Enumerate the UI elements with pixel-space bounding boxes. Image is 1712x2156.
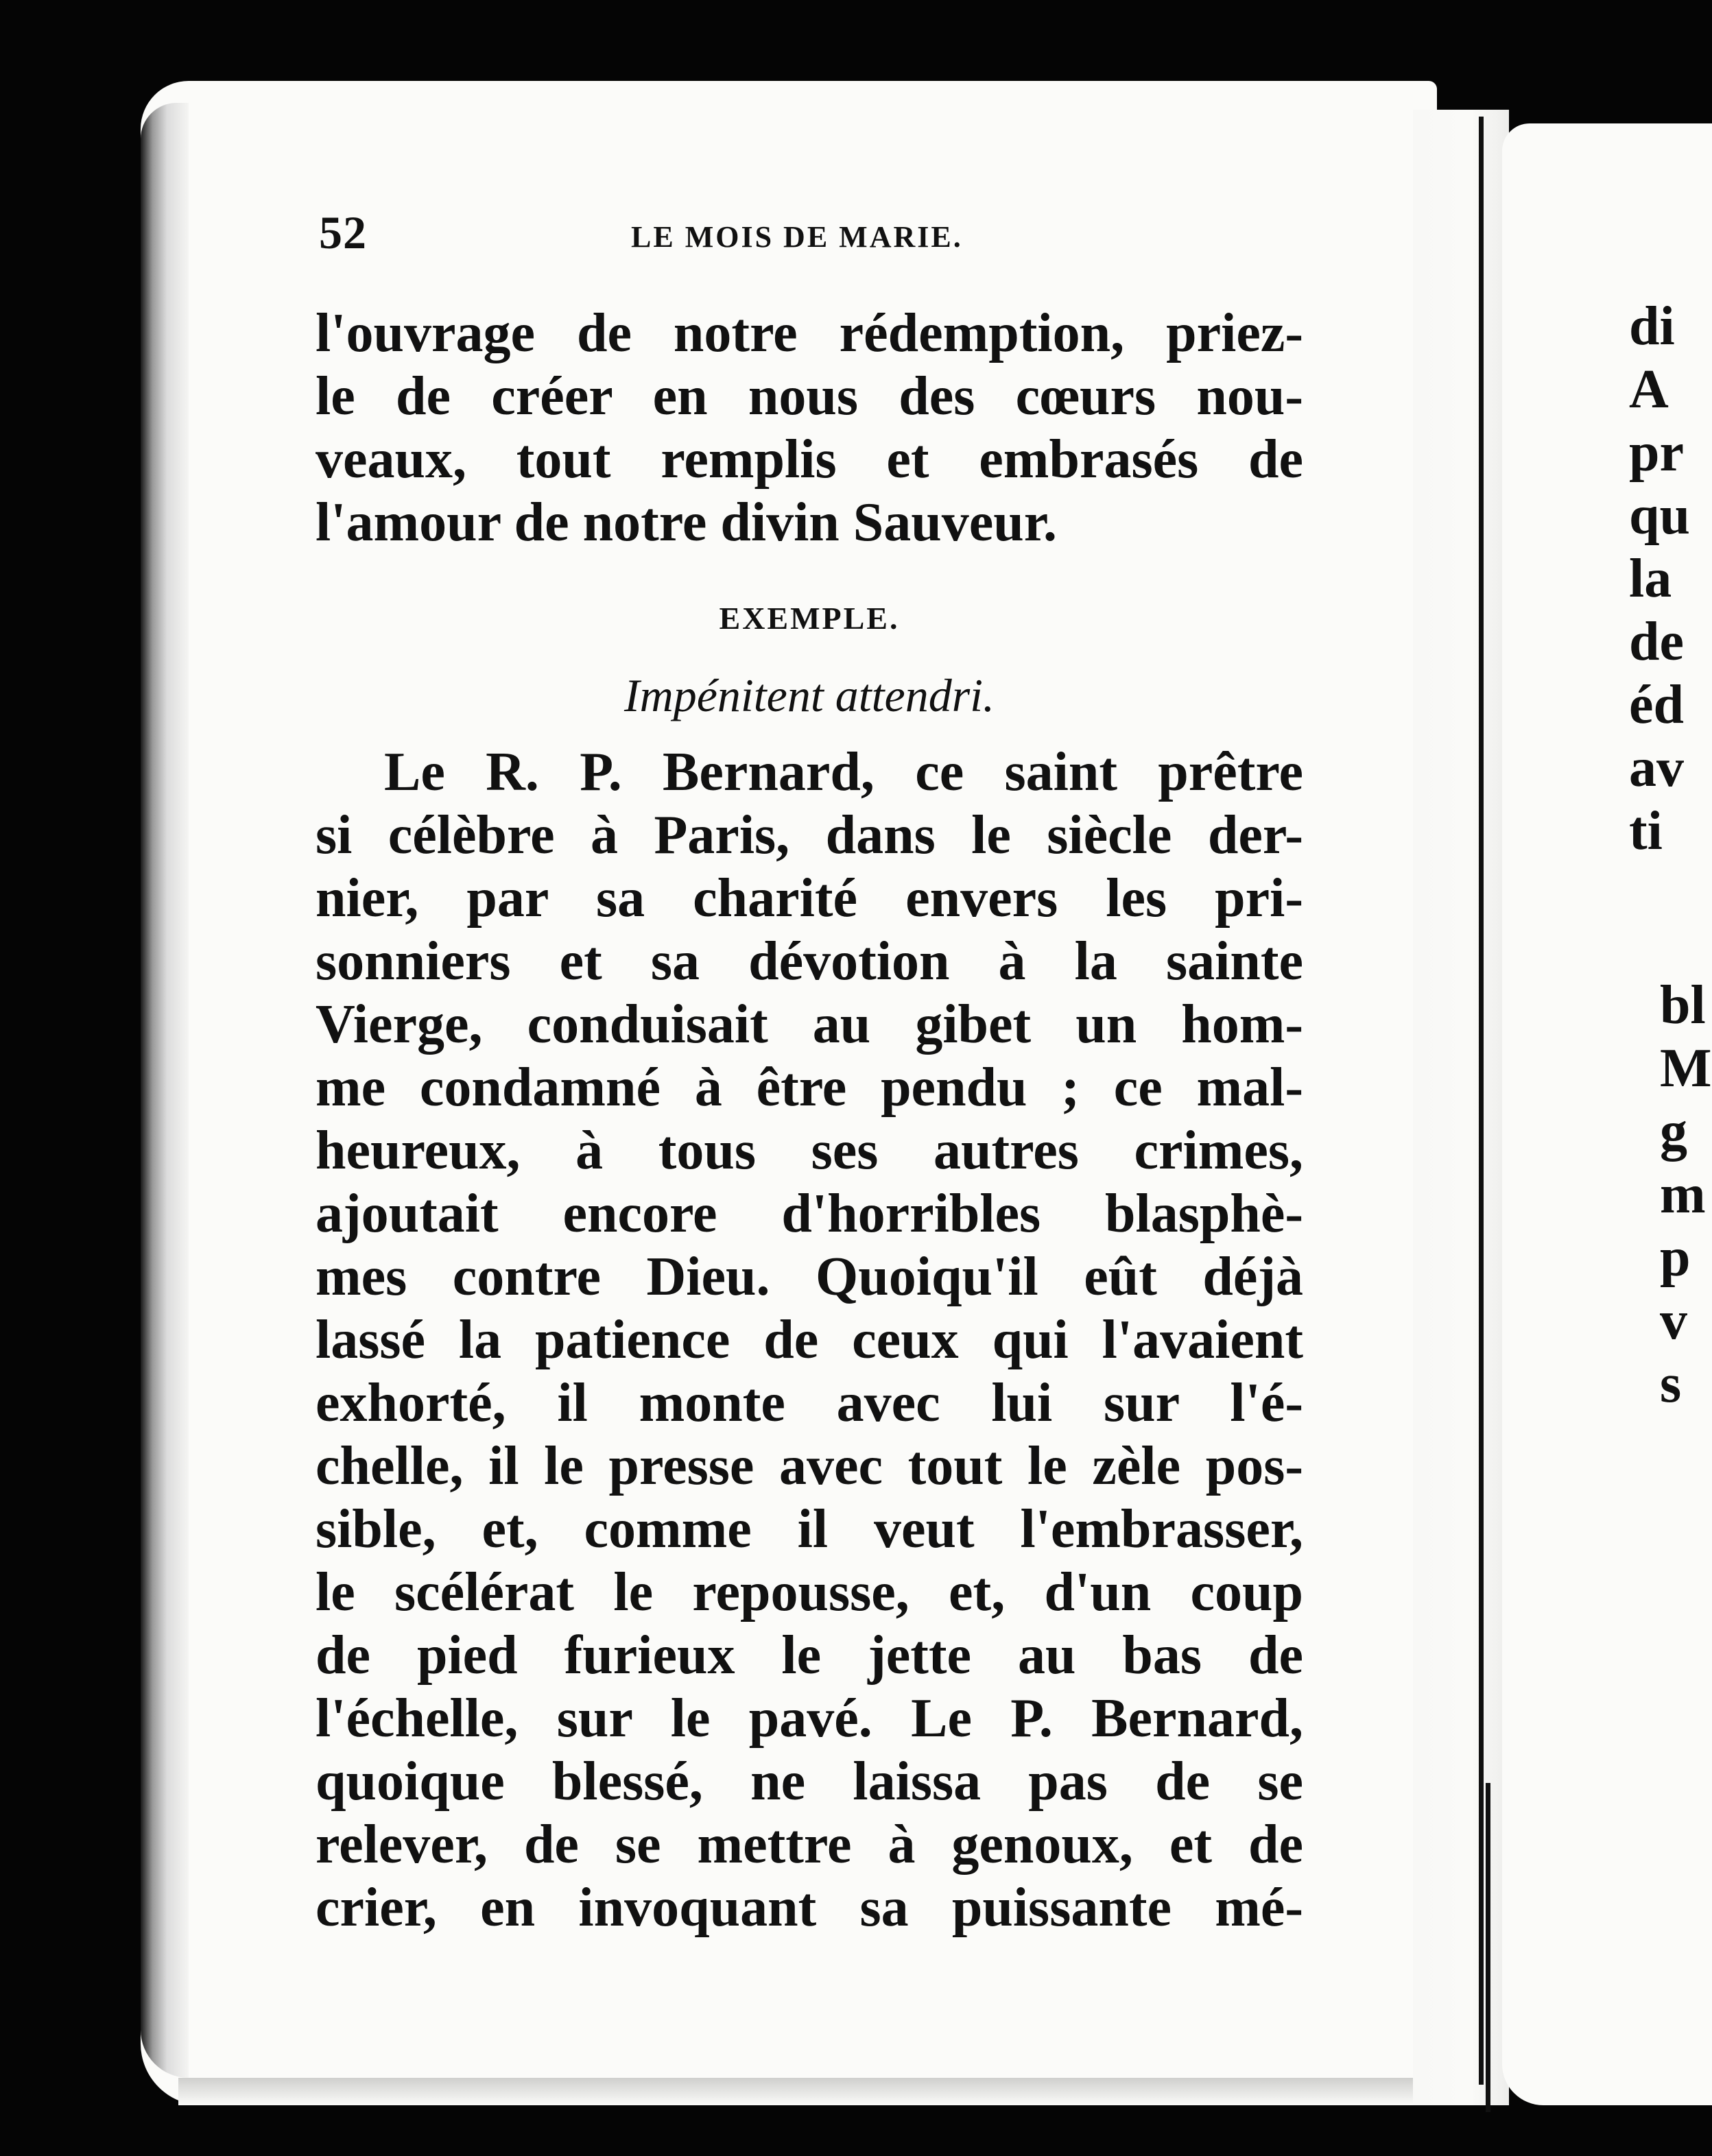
fragment-line: pr — [1629, 422, 1684, 483]
text-line: Le R. P. Bernard, ce saint prêtre — [384, 742, 1303, 802]
page-number: 52 — [319, 206, 367, 259]
text-line: l'amour de notre divin Sauveur. — [316, 492, 1057, 553]
text-line: ajoutait encore d'horribles blasphè- — [316, 1184, 1303, 1244]
text-line: veaux, tout remplis et embrasés de — [316, 429, 1303, 490]
text-line: me condamné à être pendu ; ce mal- — [316, 1057, 1303, 1118]
text-line: le scélérat le repousse, et, d'un coup — [316, 1562, 1303, 1622]
fragment-line: de — [1629, 612, 1684, 672]
text-line: exhorté, il monte avec lui sur l'é- — [316, 1373, 1303, 1433]
fragment-line: M — [1660, 1038, 1712, 1099]
fragment-line: g — [1660, 1101, 1687, 1162]
fragment-line: p — [1660, 1227, 1691, 1288]
text-line: nier, par sa charité envers les pri- — [316, 868, 1303, 929]
text-line: l'ouvrage de notre rédemption, priez- — [316, 303, 1303, 363]
fragment-line: ti — [1629, 801, 1663, 861]
section-title: EXEMPLE. — [719, 601, 900, 636]
text-line: heureux, à tous ses autres crimes, — [316, 1121, 1303, 1181]
facing-page-fragments-upper — [1629, 295, 1712, 863]
section-subtitle: Impénitent attendri. — [623, 669, 995, 721]
opening-paragraph — [316, 302, 1303, 554]
fragment-line: bl — [1660, 975, 1706, 1035]
text-line: sible, et, comme il veut l'embrasser, — [316, 1499, 1303, 1559]
text-line: chelle, il le presse avec tout le zèle pos- — [316, 1436, 1303, 1496]
text-line: Vierge, conduisait au gibet un hom- — [316, 994, 1303, 1055]
running-head — [319, 206, 1348, 261]
text-line: crier, en invoquant sa puissante mé- — [316, 1878, 1303, 1938]
text-line: lassé la patience de ceux qui l'avaient — [316, 1310, 1303, 1370]
facing-page-fragments-lower — [1660, 974, 1712, 1415]
text-line: quoique blessé, ne laissa pas de se — [316, 1751, 1303, 1812]
running-title: LE MOIS DE MARIE. — [631, 220, 963, 254]
text-line: sonniers et sa dévotion à la sainte — [316, 931, 1303, 992]
fragment-line: av — [1629, 738, 1684, 798]
text-line: de pied furieux le jette au bas de — [316, 1625, 1303, 1686]
text-line: le de créer en nous des cœurs nou- — [316, 366, 1303, 427]
text-line: relever, de se mettre à genoux, et de — [316, 1814, 1303, 1875]
fragment-line: qu — [1629, 486, 1690, 546]
text-line: l'échelle, sur le pavé. Le P. Bernard, — [316, 1688, 1303, 1749]
fragment-line: s — [1660, 1354, 1682, 1414]
fragment-line: v — [1660, 1291, 1687, 1351]
fragment-line: la — [1629, 549, 1672, 609]
text-line: si célèbre à Paris, dans le siècle der- — [316, 805, 1303, 865]
text-line: mes contre Dieu. Quoiqu'il eût déjà — [316, 1247, 1303, 1307]
fragment-line: A — [1629, 359, 1669, 420]
fragment-line: éd — [1629, 675, 1684, 735]
story-paragraph — [316, 741, 1303, 1939]
fragment-line: di — [1629, 296, 1675, 357]
fragment-line: m — [1660, 1164, 1706, 1225]
